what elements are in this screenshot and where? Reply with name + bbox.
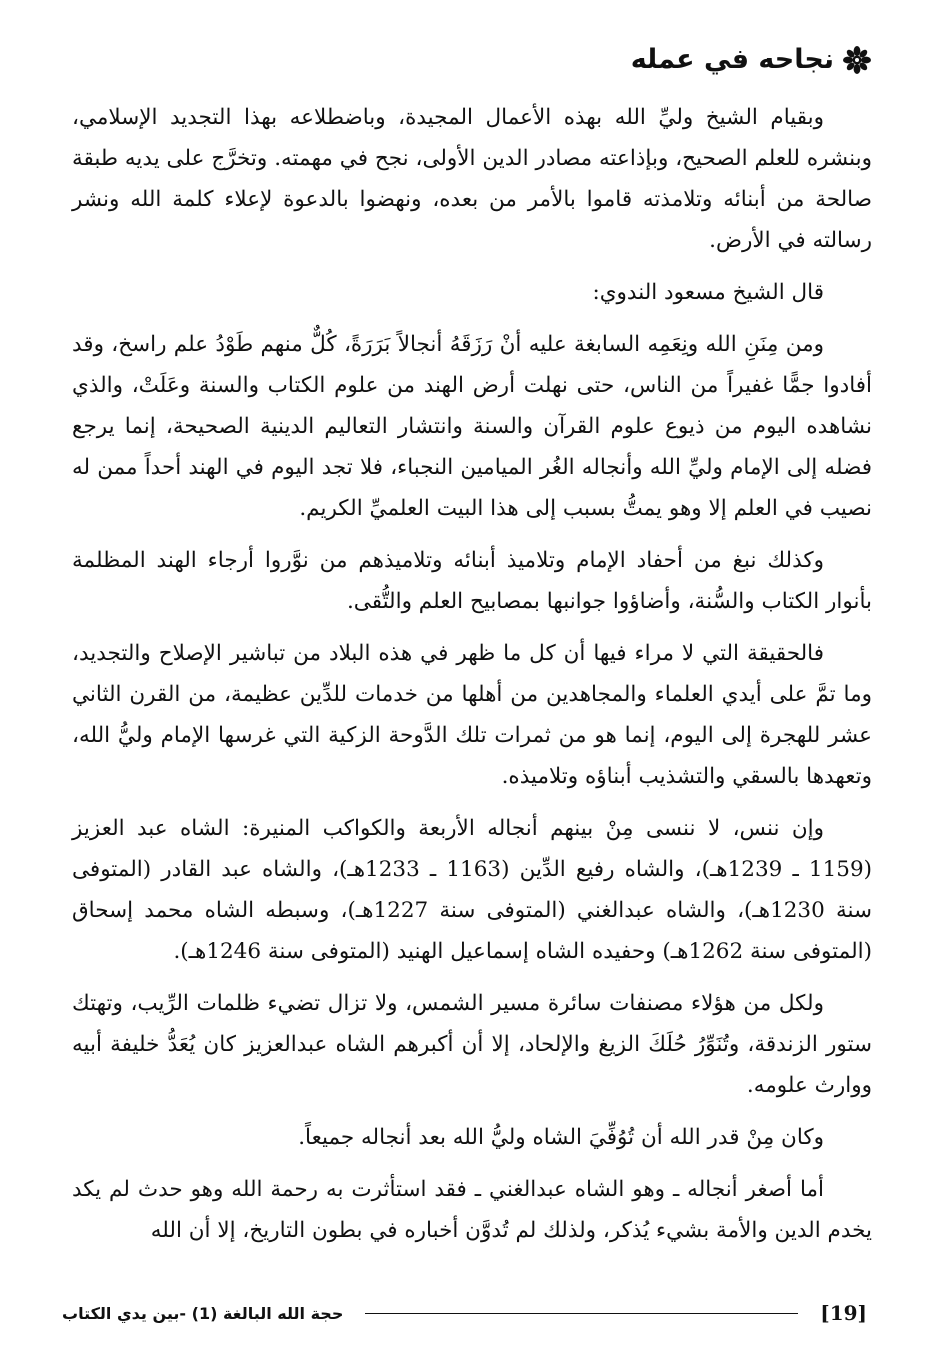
- paragraph: وكذلك نبغ من أحفاد الإمام وتلاميذ أبنائه وتلاميذهم من نوَّروا أرجاء الهند المظلمة بأنوار الكتاب والسُّنة، وأضاؤوا جوانبها بمصابيح العلم والتُّقى.: [72, 548, 872, 614]
- paragraph: قال الشيخ مسعود الندوي:: [592, 280, 824, 305]
- paragraph: فالحقيقة التي لا مراء فيها أن كل ما ظهر في هذه البلاد من تباشير الإصلاح والتجديد، وما تمَّ على أيدي العلماء والمجاهدين من أهلها من خدمات للدِّين عظيمة، من القرن الثاني عشر للهجرة إلى اليوم، إنما هو من ثمرات تلك الدَّوحة الزكية التي غرسها الإمام وليُّ الله، وتعهدها بالسقي والتشذيب أبناؤه وتلاميذه.: [72, 641, 872, 789]
- body-text: [72, 97, 872, 1262]
- section-heading: [631, 40, 872, 80]
- section-title: نجاحه في عمله: [630, 44, 834, 75]
- page-number: [19]: [820, 1301, 867, 1325]
- paragraph: وبقيام الشيخ وليِّ الله بهذه الأعمال المجيدة، وباضطلاعه بهذا التجديد الإسلامي، وبنشره للعلم الصحيح، وبإذاعته مصادر الدين الأولى، نجح في مهمته. وتخرَّج على يديه طبقة صالحة من أبنائه وتلامذته قاموا بالأمر من بعده، ونهضوا بالدعوة لإعلاء كلمة الله ونشر رسالته في الأرض.: [72, 105, 872, 253]
- page-footer: [62, 1295, 867, 1331]
- footer-book-title: حجة الله البالغة (1) -بين يدي الكتاب: [62, 1303, 344, 1323]
- paragraph: ومن مِنَنِ الله ونِعَمِه السابغة عليه أنْ رَزَقَهُ أنجالاً بَرَرَةً، كُلٌّ منهم طَوْدُ علم راسخ، وقد أفادوا جمًّا غفيراً من الناس، حتى نهلت أرض الهند من علوم الكتاب والسنة وعَلَتْ، والذي نشاهده اليوم من ذيوع علوم القرآن والسنة وانتشار التعاليم الدينية الصحيحة، إنما يرجع فضله إلى الإمام وليِّ الله وأنجاله الغُر الميامين النجباء، فلا تجد اليوم في الهند أحداً ممن له نصيب في العلم إلا وهو يمتُّ بسبب إلى هذا البيت العلميِّ الكريم.: [72, 332, 872, 521]
- floral-ornament-icon: [842, 45, 872, 75]
- paragraph: أما أصغر أنجاله ـ وهو الشاه عبدالغني ـ فقد استأثرت به رحمة الله وهو حدث لم يكد يخدم الدين والأمة بشيء يُذكر، ولذلك لم تُدوَّن أخباره في بطون التاريخ، إلا أن الله: [72, 1177, 872, 1243]
- paragraph: وإن ننس، لا ننسى مِنْ بينهم أنجاله الأربعة والكواكب المنيرة: الشاه عبد العزيز (1159 ـ 1239هـ)، والشاه رفيع الدِّين (1163 ـ 1233هـ)، والشاه عبد القادر (المتوفى سنة 1230هـ)، والشاه عبدالغني (المتوفى سنة 1227هـ)، وسبطه الشاه محمد إسحاق (المتوفى سنة 1262هـ) وحفيده الشاه إسماعيل الهنيد (المتوفى سنة 1246هـ).: [72, 816, 873, 964]
- paragraph: ولكل من هؤلاء مصنفات سائرة مسير الشمس، ولا تزال تضيء ظلمات الرِّيب، وتهتك ستور الزندقة، وتُنَوِّرُ حُلَكَ الزيغ والإلحاد، إلا أن أكبرهم الشاه عبدالعزيز كان يُعَدُّ خليفة أبيه ووارث علومه.: [72, 991, 872, 1098]
- footer-rule: [365, 1313, 798, 1314]
- paragraph: وكان مِنْ قدر الله أن تُوُفِّيَ الشاه وليُّ الله بعد أنجاله جميعاً.: [298, 1125, 824, 1150]
